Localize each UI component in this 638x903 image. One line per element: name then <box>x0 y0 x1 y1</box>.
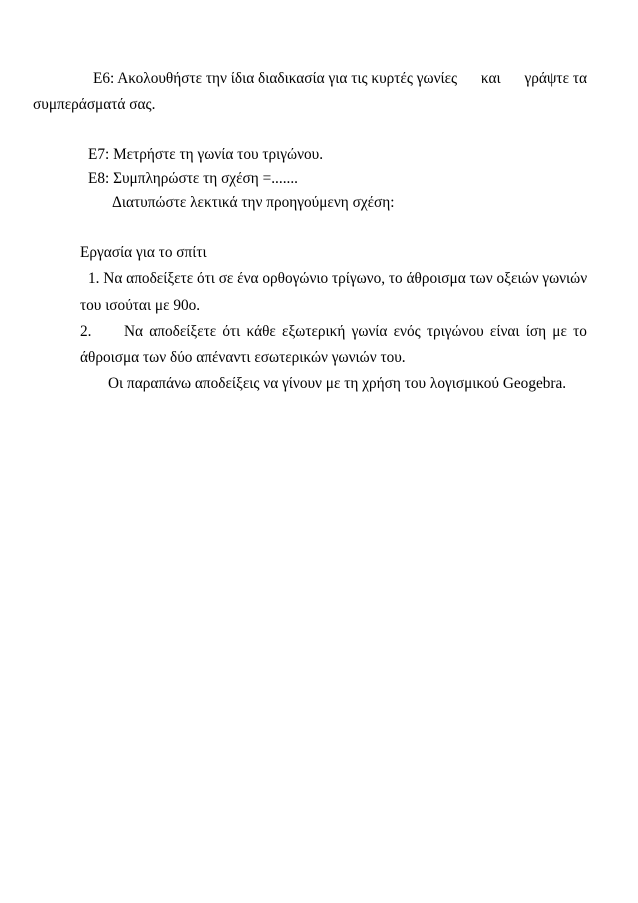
homework-item-2-word: είναι <box>489 323 520 340</box>
geogebra-note: Οι παραπάνω αποδείξεις να γίνουν με τη χρήση του λογισμικού Geogebra. <box>108 375 567 392</box>
e6-paragraph-line-1 <box>93 70 587 88</box>
homework-item-2-word: τριγώνου <box>426 323 484 340</box>
e8-question: Ε8: Συμπληρώστε τη σχέση =....... <box>88 170 298 187</box>
e6-text-and: και <box>480 70 501 87</box>
e6-text: Ε6: Ακολουθήστε την ίδια διαδικασία για τις κυρτές γωνίες <box>93 70 458 87</box>
verbal-instruction: Διατυπώστε λεκτικά την προηγούμενη σχέση: <box>112 194 395 211</box>
homework-item-1-line-2: του ισούται με 90ο. <box>80 297 201 314</box>
homework-title: Εργασία για το σπίτι <box>80 244 207 261</box>
homework-item-2-word: γωνία <box>351 323 388 340</box>
homework-item-2-word: με <box>552 323 567 340</box>
homework-item-2-word: το <box>573 323 587 340</box>
homework-item-1-line-1: 1. Να αποδείξετε ότι σε ένα ορθογώνιο τρίγωνο, το άθροισμα των οξειών γωνιών <box>88 270 588 287</box>
homework-item-2-word: ότι <box>222 323 241 340</box>
homework-item-2-word: αποδείξετε <box>149 323 217 340</box>
e6-text-end: γράψτε τα <box>524 70 587 87</box>
homework-item-2-word: Να <box>124 323 144 340</box>
homework-item-2-word: ίση <box>525 323 547 340</box>
e7-question: Ε7: Μετρήστε τη γωνία του τριγώνου. <box>88 146 324 163</box>
homework-item-2-number: 2. <box>80 323 92 340</box>
homework-item-2-word: κάθε <box>246 323 276 340</box>
homework-item-2-word: ενός <box>393 323 421 340</box>
e6-paragraph-line-2: συμπεράσματά σας. <box>33 96 156 113</box>
homework-item-2-word: εξωτερική <box>282 323 346 340</box>
homework-item-2-line-1 <box>124 323 587 341</box>
homework-item-2-line-2: άθροισμα των δύο απέναντι εσωτερικών γωνιών του. <box>80 349 406 366</box>
